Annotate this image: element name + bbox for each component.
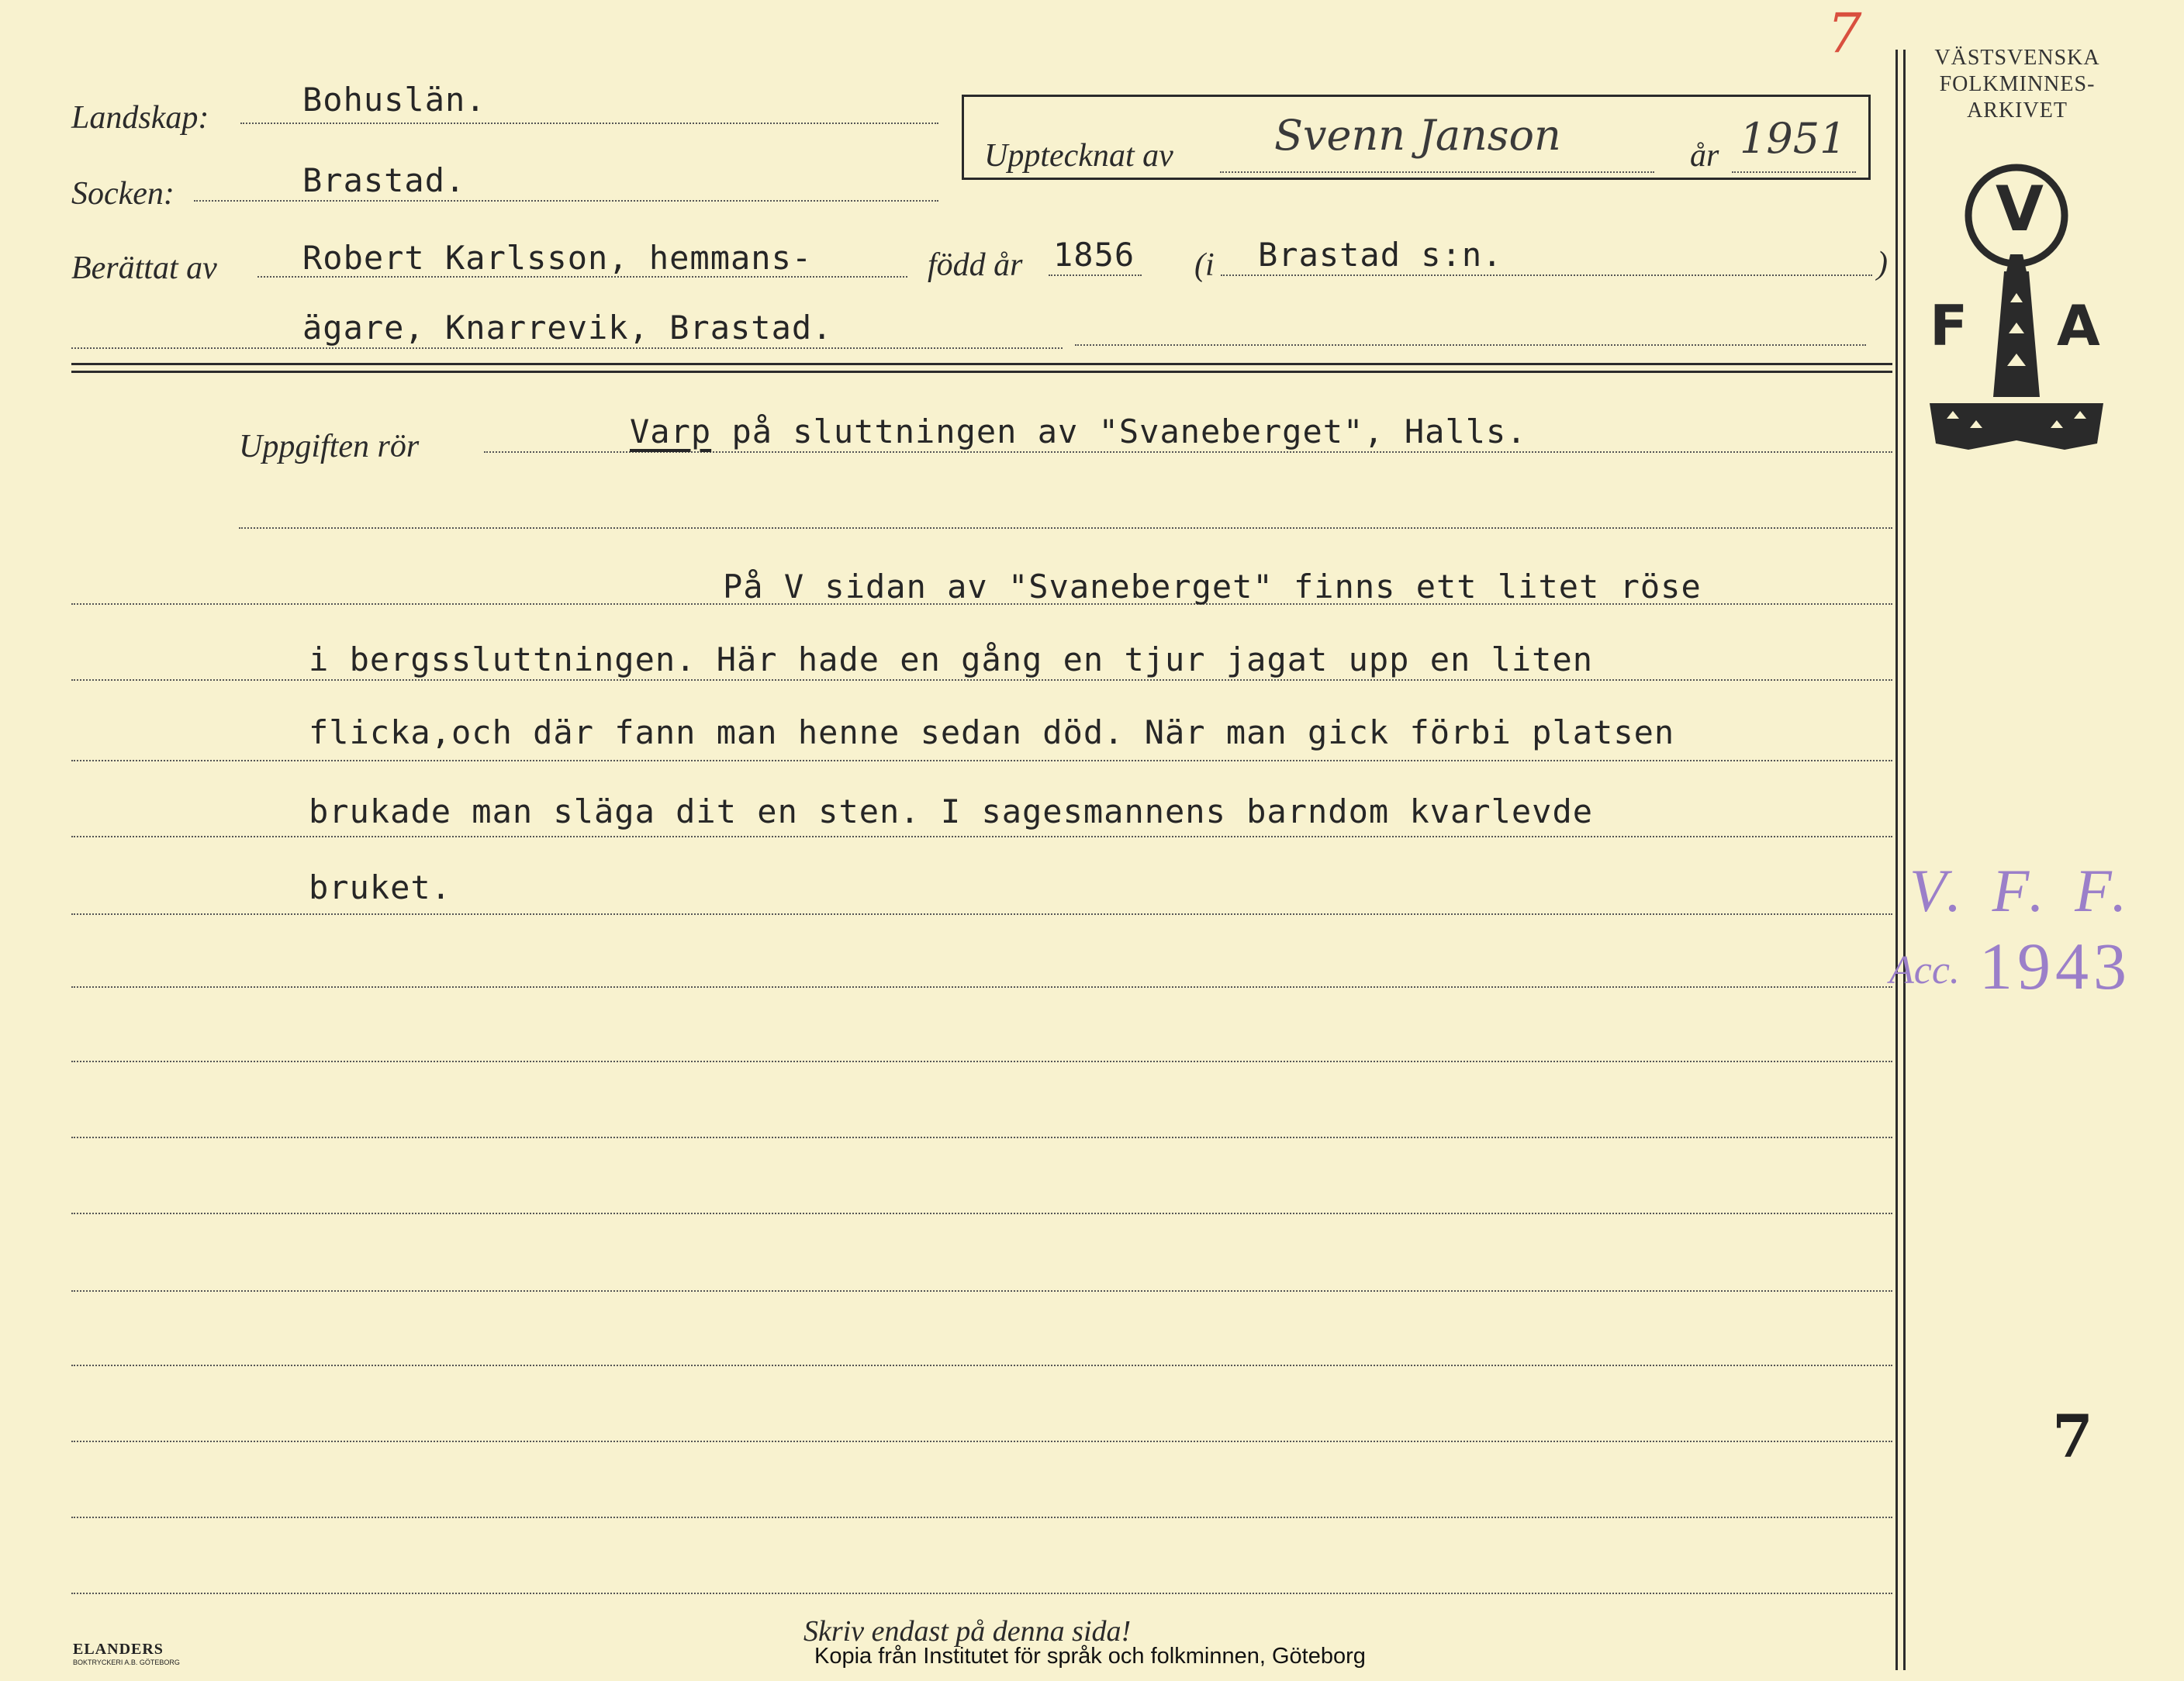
- archive-name-line-1: VÄSTSVENSKA: [1934, 46, 2100, 70]
- berattat-second-dotted-line-right: [1075, 344, 1866, 346]
- archive-name-line-2: FOLKMINNES-: [1939, 72, 2096, 96]
- footer-instruction: Skriv endast på denna sida!: [803, 1615, 1132, 1648]
- landskap-dotted-line: [240, 123, 938, 124]
- margin-rule-left: [1895, 50, 1898, 1670]
- recorder-name: Svenn Janson: [1274, 111, 1561, 160]
- socken-label: Socken:: [71, 176, 175, 212]
- body-line-4: brukade man släga dit en sten. I sagesmannens barndom kvarlevde: [309, 792, 1594, 830]
- socken-value: Brastad.: [302, 161, 466, 199]
- stamp-vff: V. F. F.: [1909, 857, 2135, 924]
- recorder-dotted-line: [1220, 171, 1654, 173]
- ruled-line: [71, 986, 1892, 988]
- corner-number: 7: [1827, 2, 1862, 65]
- margin-rule-right: [1903, 50, 1906, 1670]
- fodd-value: 1856: [1053, 236, 1135, 274]
- close-paren: ): [1877, 246, 1888, 281]
- stamp-acc: Acc.: [1889, 948, 1960, 992]
- i-label: (i: [1194, 247, 1215, 283]
- page-number: 7: [2052, 1402, 2093, 1471]
- socken-dotted-line: [194, 200, 938, 202]
- archive-name: [1905, 45, 2130, 124]
- stamp-number: 1943: [1979, 929, 2131, 1003]
- ruled-line: [71, 913, 1892, 915]
- recorder-box: [962, 95, 1871, 180]
- printer-mark: [73, 1641, 197, 1666]
- ruled-line: [71, 760, 1892, 761]
- subject-label: Uppgiften rör: [239, 429, 420, 464]
- archive-name-line-3: ARKIVET: [1967, 98, 2068, 123]
- fodd-dotted-line: [1049, 274, 1142, 276]
- ruled-line: [71, 1517, 1892, 1518]
- subject-dotted-line: [484, 451, 1892, 453]
- landskap-label: Landskap:: [71, 100, 209, 136]
- logo-letter-a: A: [2057, 293, 2100, 358]
- ruled-line: [71, 1290, 1892, 1292]
- header-rule-top: [71, 363, 1892, 365]
- body-line-3: flicka,och där fann man henne sedan död. När man gick förbi platsen: [309, 713, 1675, 751]
- i-value: Brastad s:n.: [1258, 236, 1503, 274]
- recorder-year: 1951: [1740, 114, 1847, 163]
- printer-name: ELANDERS: [73, 1641, 164, 1658]
- recorder-label: Upptecknat av: [984, 138, 1173, 174]
- year-dotted-line: [1732, 171, 1856, 173]
- ruled-line: [71, 1593, 1892, 1594]
- berattat-second-dotted-line: [71, 347, 1063, 349]
- ruled-line: [71, 1213, 1892, 1214]
- copy-notice: Kopia från Institutet för språk och folkminnen, Göteborg: [814, 1644, 1366, 1669]
- landskap-value: Bohuslän.: [302, 81, 486, 119]
- logo-letter-v: V: [1996, 173, 2044, 245]
- year-label: år: [1690, 138, 1719, 174]
- ruled-line: [71, 1137, 1892, 1138]
- header-rule-bottom: [71, 371, 1892, 373]
- ruled-line: [71, 679, 1892, 681]
- berattat-value-1: Robert Karlsson, hemmans-: [302, 239, 813, 277]
- fodd-label: född år: [928, 247, 1023, 283]
- subject-value-underlined: Varp: [630, 412, 712, 450]
- i-dotted-line: [1221, 274, 1872, 276]
- subject-value: [630, 412, 1527, 450]
- ruled-line: [71, 1061, 1892, 1062]
- berattat-value-2: ägare, Knarrevik, Brastad.: [302, 309, 833, 347]
- body-line-2: i bergssluttningen. Här hade en gång en tjur jagat upp en liten: [309, 640, 1594, 678]
- thor-hammer-logo: [1923, 155, 2110, 457]
- ruled-line: [71, 1441, 1892, 1442]
- printer-sub: BOKTRYCKERI A.B. GÖTEBORG: [73, 1659, 180, 1666]
- ruled-line: [71, 836, 1892, 837]
- body-line-5: bruket.: [309, 868, 452, 906]
- body-line-1: På V sidan av "Svaneberget" finns ett litet röse: [723, 568, 1702, 606]
- subject-value-rest: på sluttningen av "Svaneberget", Halls.: [711, 412, 1527, 450]
- subject-second-dotted-line: [239, 527, 1892, 529]
- ruled-line: [71, 1365, 1892, 1366]
- berattat-label: Berättat av: [71, 250, 217, 286]
- logo-letter-f: F: [1930, 293, 1968, 358]
